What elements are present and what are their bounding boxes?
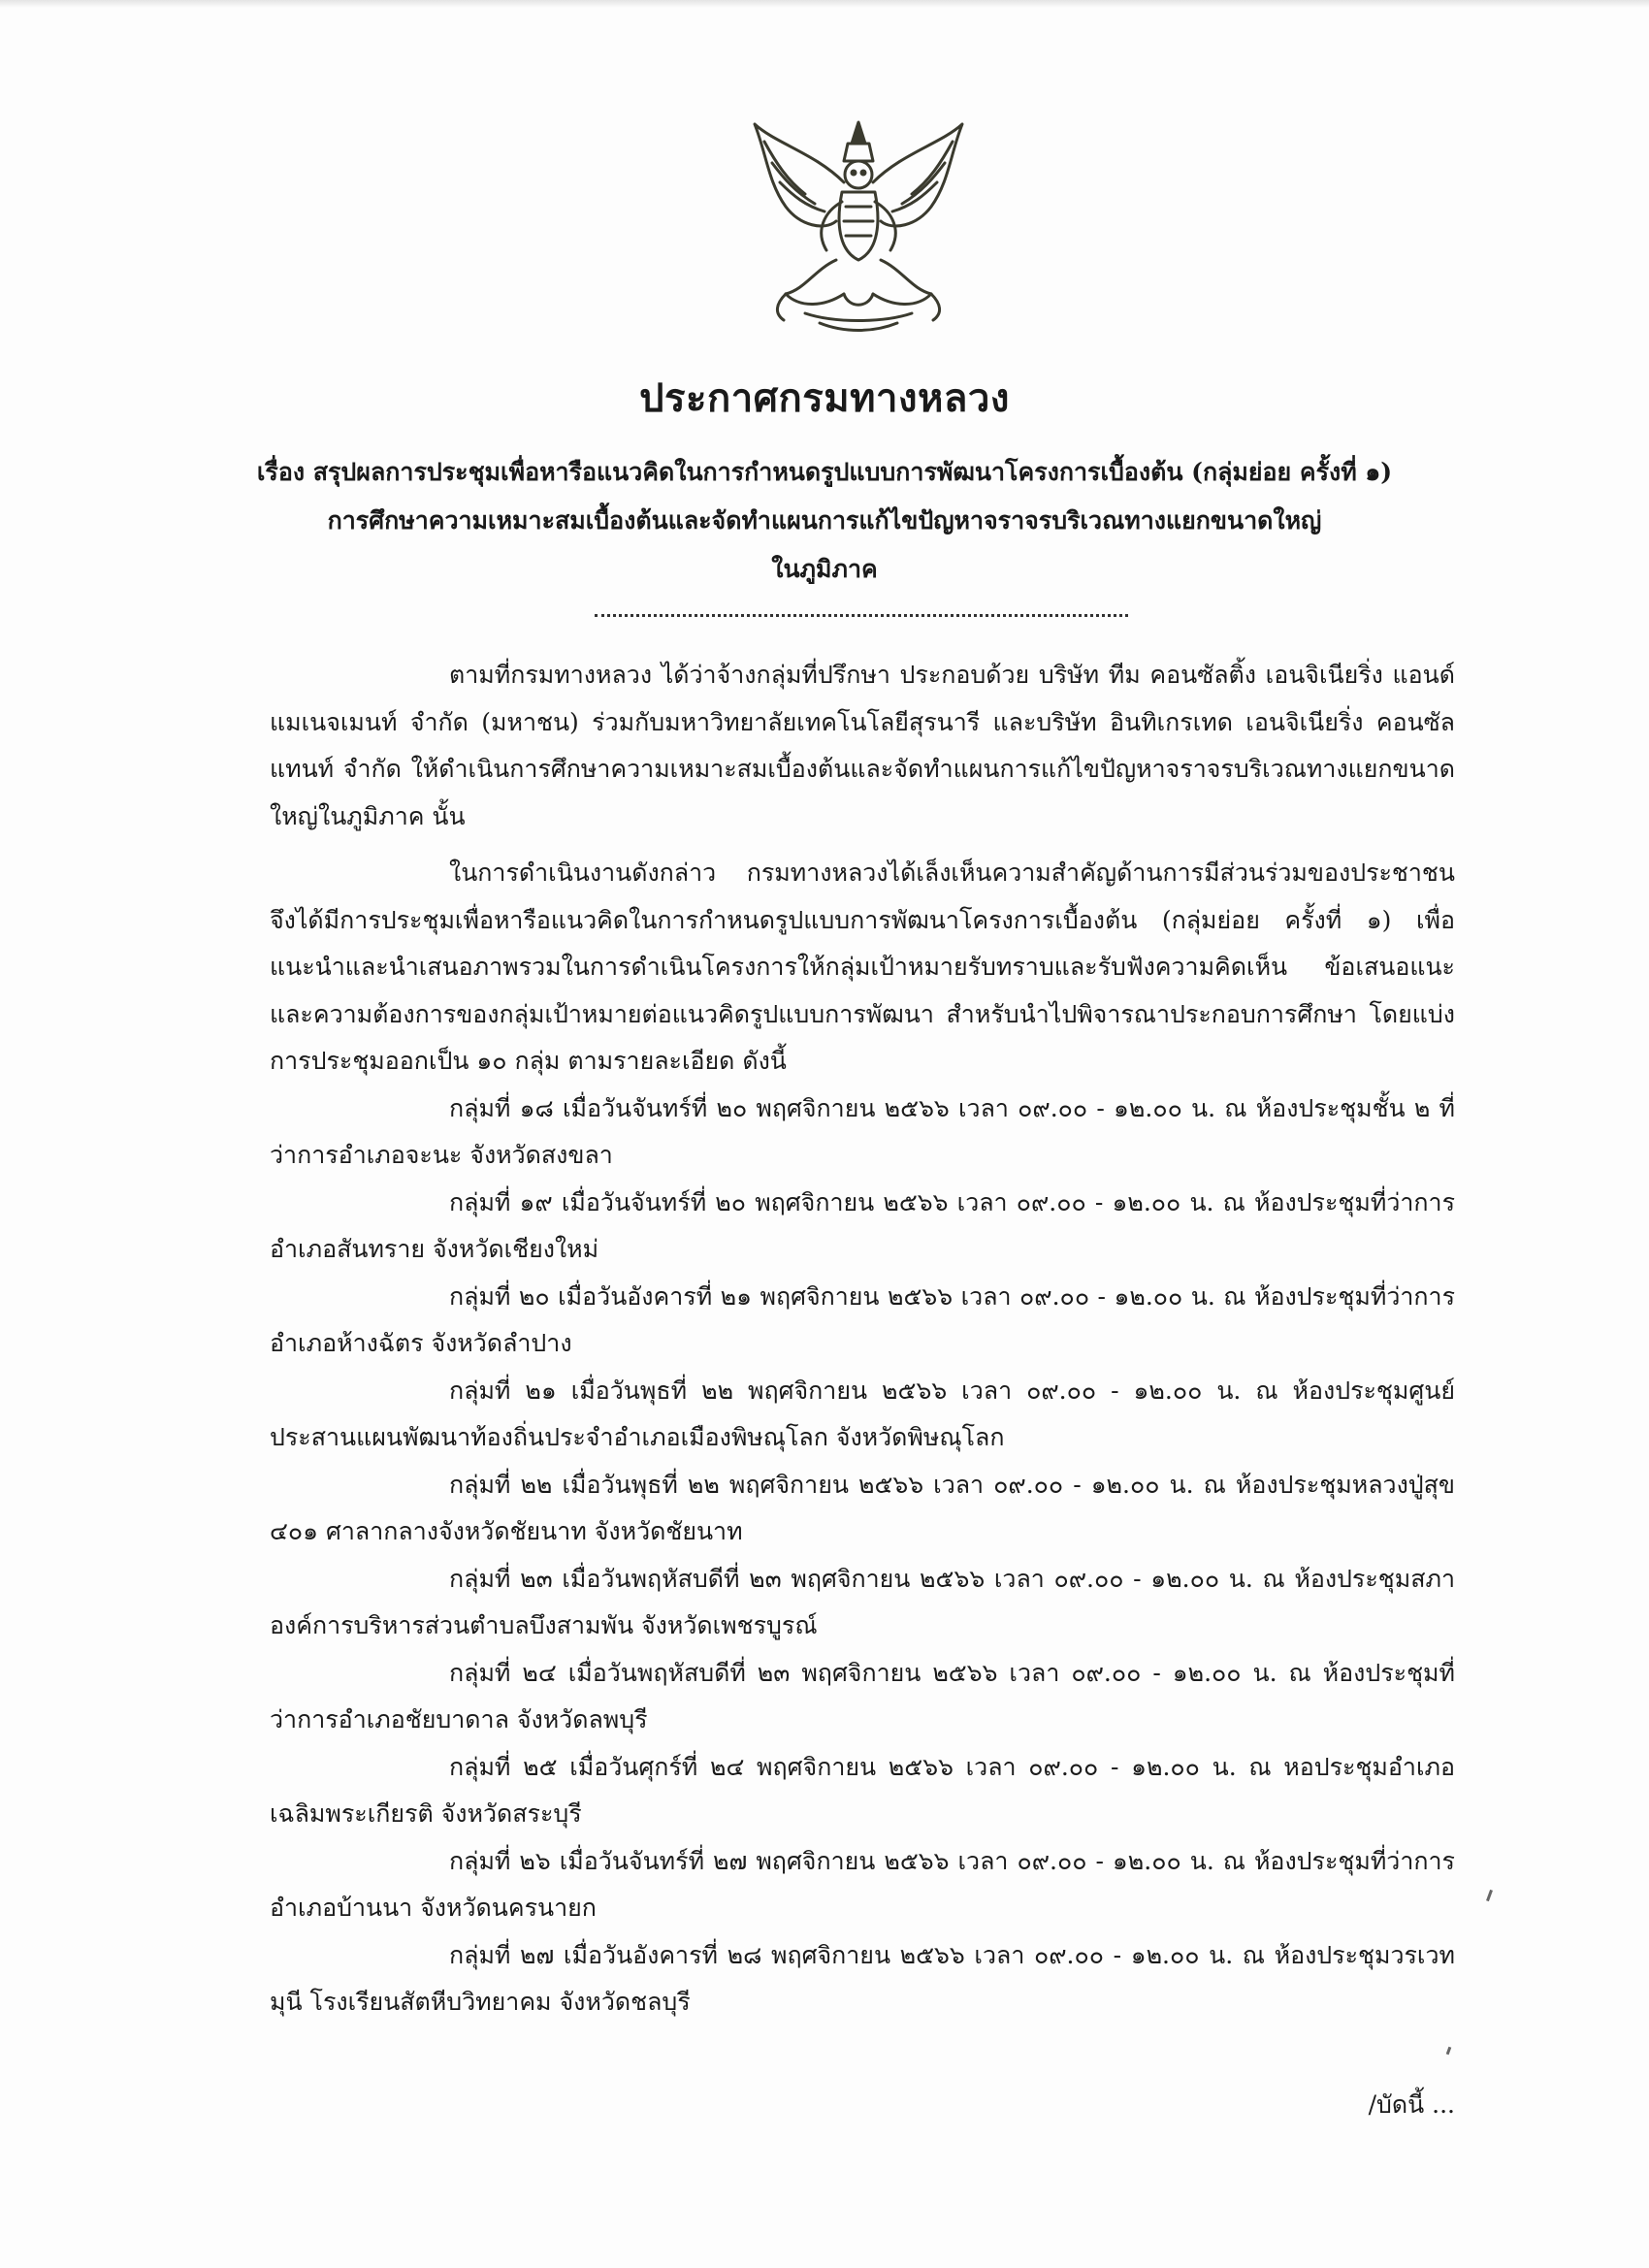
scan-speck	[1446, 2047, 1452, 2056]
list-item: กลุ่มที่ ๒๑ เมื่อวันพุธที่ ๒๒ พฤศจิกายน ๒๕๖๖ เวลา ๐๙.๐๐ - ๑๒.๐๐ น. ณ ห้องประชุมศูนย์ประสานแผนพัฒนาท้องถิ่นประจำอำเภอเมืองพิษณุโลก จังหวัดพิษณุโลก	[270, 1376, 1455, 1451]
scan-edge	[0, 0, 1649, 8]
subject-line: เรื่อง สรุปผลการประชุมเพื่อหารือแนวคิดในการกำหนดรูปแบบการพัฒนาโครงการเบื้องต้น (กลุ่มย่อย ครั้งที่ ๑)	[256, 458, 1393, 486]
continuation-marker: /บัดนี้ ...	[1368, 2090, 1455, 2119]
subject-line: การศึกษาความเหมาะสมเบื้องต้นและจัดทำแผนการแก้ไขปัญหาจราจรบริเวณทางแยกขนาดใหญ่	[327, 506, 1322, 535]
list-item: กลุ่มที่ ๒๒ เมื่อวันพุธที่ ๒๒ พฤศจิกายน ๒๕๖๖ เวลา ๐๙.๐๐ - ๑๒.๐๐ น. ณ ห้องประชุมหลวงปู่สุข ๔๐๑ ศาลากลางจังหวัดชัยนาท จังหวัดชัยนาท	[270, 1470, 1455, 1545]
body-paragraph: ในการดำเนินงานดังกล่าว กรมทางหลวงได้เล็งเห็นความสำคัญด้านการมีส่วนร่วมของประชาชน จึงได้มีการประชุมเพื่อหารือแนวคิดในการกำหนดรูปแบบการพัฒนาโครงการเบื้องต้น (กลุ่มย่อย ครั้งที่ ๑) เพื่อแนะนำและนำเสนอภาพรวมในการดำเนินโครงการให้กลุ่มเป้าหมายรับทราบและรับฟังความคิดเห็น ข้อเสนอแนะ และความต้องการของกลุ่มเป้าหมายต่อแนวคิดรูปแบบการพัฒนา สำหรับนำไปพิจารณาประกอบการศึกษา โดยแบ่งการประชุมออกเป็น ๑๐ กลุ่ม ตามรายละเอียด ดังนี้	[270, 859, 1455, 1075]
list-item: กลุ่มที่ ๒๔ เมื่อวันพฤหัสบดีที่ ๒๓ พฤศจิกายน ๒๕๖๖ เวลา ๐๙.๐๐ - ๑๒.๐๐ น. ณ ห้องประชุมที่ว่าการอำเภอชัยบาดาล จังหวัดลพบุรี	[270, 1658, 1455, 1733]
list-item: กลุ่มที่ ๒๖ เมื่อวันจันทร์ที่ ๒๗ พฤศจิกายน ๒๕๖๖ เวลา ๐๙.๐๐ - ๑๒.๐๐ น. ณ ห้องประชุมที่ว่าการอำเภอบ้านนา จังหวัดนครนายก	[270, 1846, 1455, 1922]
dotted-divider	[595, 614, 1128, 617]
subject-line: ในภูมิภาค	[771, 555, 878, 583]
list-item: กลุ่มที่ ๒๐ เมื่อวันอังคารที่ ๒๑ พฤศจิกายน ๒๕๖๖ เวลา ๐๙.๐๐ - ๑๒.๐๐ น. ณ ห้องประชุมที่ว่าการอำเภอห้างฉัตร จังหวัดลำปาง	[270, 1281, 1455, 1357]
body-text	[270, 652, 1455, 2026]
list-item: กลุ่มที่ ๑๘ เมื่อวันจันทร์ที่ ๒๐ พฤศจิกายน ๒๕๖๖ เวลา ๐๙.๐๐ - ๑๒.๐๐ น. ณ ห้องประชุมชั้น ๒ ที่ว่าการอำเภอจะนะ จังหวัดสงขลา	[270, 1093, 1455, 1169]
list-item: กลุ่มที่ ๒๓ เมื่อวันพฤหัสบดีที่ ๒๓ พฤศจิกายน ๒๕๖๖ เวลา ๐๙.๐๐ - ๑๒.๐๐ น. ณ ห้องประชุมสภาองค์การบริหารส่วนตำบลบึงสามพัน จังหวัดเพชรบูรณ์	[270, 1564, 1455, 1639]
list-item: กลุ่มที่ ๒๕ เมื่อวันศุกร์ที่ ๒๔ พฤศจิกายน ๒๕๖๖ เวลา ๐๙.๐๐ - ๑๒.๐๐ น. ณ หอประชุมอำเภอเฉลิมพระเกียรติ จังหวัดสระบุรี	[270, 1752, 1455, 1828]
body-paragraph: ตามที่กรมทางหลวง ได้ว่าจ้างกลุ่มที่ปรึกษา ประกอบด้วย บริษัท ทีม คอนซัลติ้ง เอนจิเนียริ่ง แอนด์ แมเนจเมนท์ จำกัด (มหาชน) ร่วมกับมหาวิทยาลัยเทคโนโลยีสุรนารี และบริษัท อินทิเกรเทด เอนจิเนียริ่ง คอนซัลแทนท์ จำกัด ให้ดำเนินการศึกษาความเหมาะสมเบื้องต้นและจัดทำแผนการแก้ไขปัญหาจราจรบริเวณทางแยกขนาดใหญ่ในภูมิภาค นั้น	[270, 661, 1455, 830]
garuda-emblem-icon	[747, 114, 970, 338]
list-item: กลุ่มที่ ๒๗ เมื่อวันอังคารที่ ๒๘ พฤศจิกายน ๒๕๖๖ เวลา ๐๙.๐๐ - ๑๒.๐๐ น. ณ ห้องประชุมวรเวทมุนี โรงเรียนสัตหีบวิทยาคม จังหวัดชลบุรี	[270, 1940, 1455, 2016]
page-title: ประกาศกรมทางหลวง	[639, 375, 1010, 421]
list-item: กลุ่มที่ ๑๙ เมื่อวันจันทร์ที่ ๒๐ พฤศจิกายน ๒๕๖๖ เวลา ๐๙.๐๐ - ๑๒.๐๐ น. ณ ห้องประชุมที่ว่าการอำเภอสันทราย จังหวัดเชียงใหม่	[270, 1187, 1455, 1263]
scan-speck	[1486, 1890, 1493, 1901]
subject-block	[146, 448, 1504, 594]
